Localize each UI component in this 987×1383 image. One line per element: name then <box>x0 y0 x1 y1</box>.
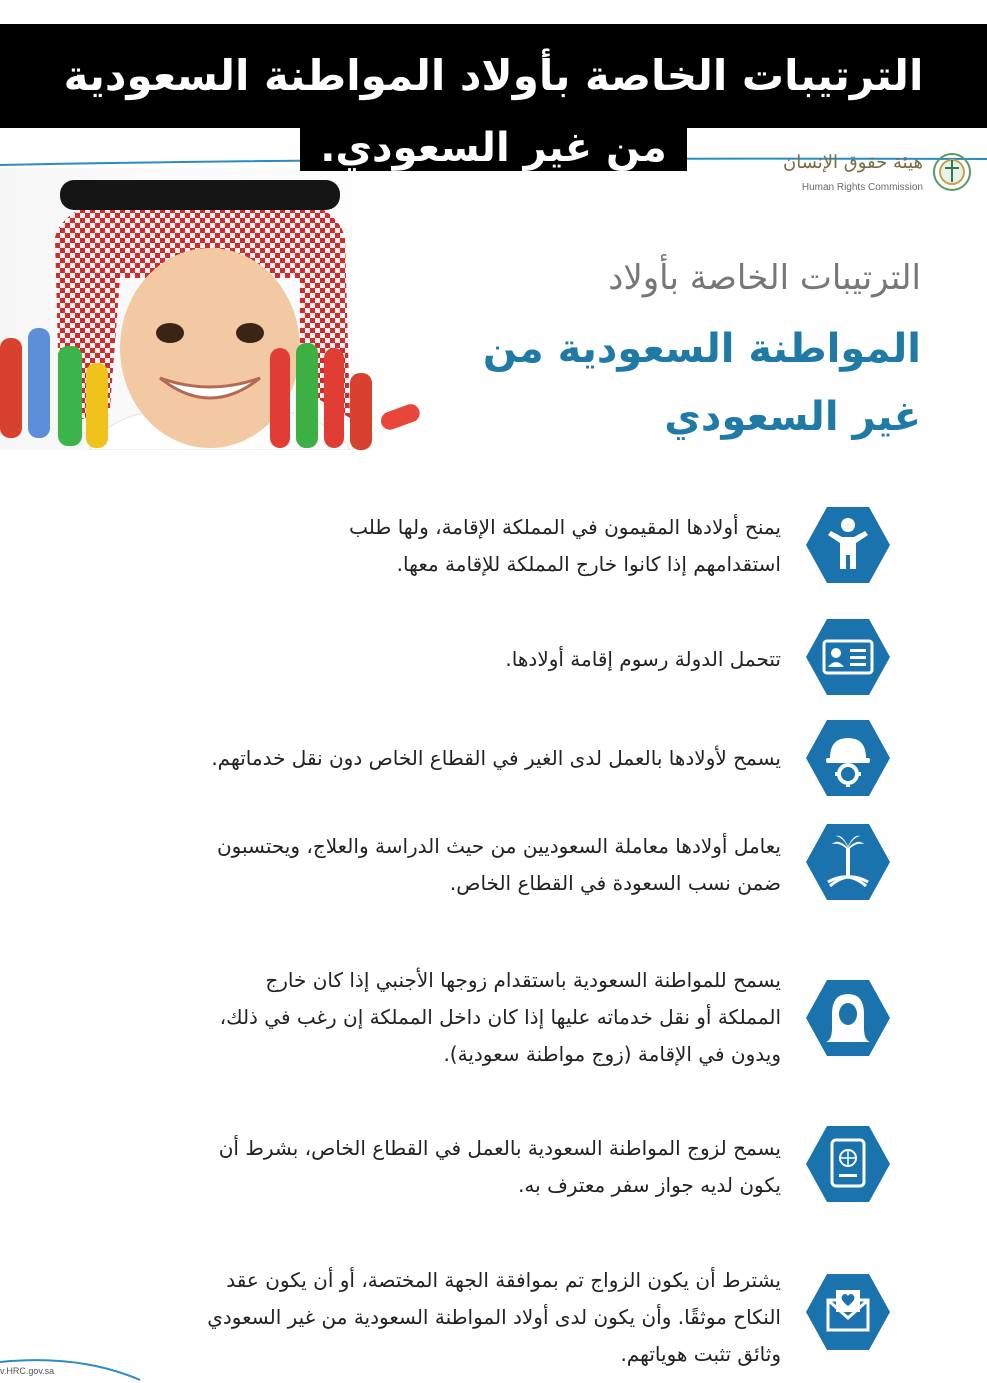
item-7-line-1: يشترط أن يكون الزواج تم بموافقة الجهة المختصة، أو أن يكون عقد <box>226 1268 781 1292</box>
id-card-icon <box>806 615 890 699</box>
item-1-line-2: استقدامهم إذا كانوا خارج المملكة للإقامة معها. <box>396 552 781 576</box>
item-5-text <box>89 962 781 1073</box>
item-4-line-1: يعامل أولادها معاملة السعوديين من حيث الدراسة والعلاج، ويحتسبون <box>216 834 781 858</box>
item-1-text <box>89 509 781 583</box>
item-7-line-3: وثائق تثبت هوياتهم. <box>620 1342 781 1366</box>
hrc-logo <box>773 146 973 208</box>
item-5-line-2: المملكة أو نقل خدماته عليها إذا كان داخل المملكة إن رغب في ذلك، <box>219 1005 781 1029</box>
item-4-text <box>89 828 781 902</box>
woman-icon <box>806 976 890 1060</box>
item-7-line-2: النكاح موثقًا. وأن يكون لدى أولاد المواطنة السعودية من غير السعودي <box>207 1305 781 1329</box>
item-6-line-1: يسمح لزوج المواطنة السعودية بالعمل في القطاع الخاص، بشرط أن <box>218 1136 781 1160</box>
heading-line-3: غير السعودي <box>664 394 921 440</box>
overlay-title-line-1: الترتيبات الخاصة بأولاد المواطنة السعودية <box>0 24 987 128</box>
item-2-line-1: تتحمل الدولة رسوم إقامة أولادها. <box>505 647 781 671</box>
logo-english-text: Human Rights Commission <box>801 182 923 193</box>
item-4-line-2: ضمن نسب السعودة في القطاع الخاص. <box>449 871 781 895</box>
item-2-text <box>89 641 781 678</box>
hero-child-photo <box>0 168 440 450</box>
item-6-line-2: يكون لديه جواز سفر معترف به. <box>518 1173 781 1197</box>
item-3-line-1: يسمح لأولادها بالعمل لدى الغير في القطاع الخاص دون نقل خدماتهم. <box>211 746 781 770</box>
footer-url: v.HRC.gov.sa <box>0 1366 55 1376</box>
saudi-emblem-icon <box>931 148 973 200</box>
overlay-title-line-2: من غير السعودي. <box>300 125 687 171</box>
footer-curve <box>0 1340 987 1383</box>
hardhat-gear-icon <box>806 716 890 800</box>
heading-line-1: الترتيبات الخاصة بأولاد <box>608 258 921 298</box>
logo-arabic-text: هيئة حقوق الإنسان <box>783 152 923 173</box>
heading-line-2: المواطنة السعودية من <box>482 326 921 372</box>
passport-icon <box>806 1122 890 1206</box>
item-6-text <box>89 1130 781 1204</box>
item-5-line-3: ويدون في الإقامة (زوج مواطنة سعودية). <box>443 1042 781 1066</box>
child-icon <box>806 503 890 587</box>
item-3-text <box>89 740 781 777</box>
item-5-line-1: يسمح للمواطنة السعودية باستقدام زوجها الأجنبي إذا كان خارج <box>265 968 781 992</box>
palm-swords-icon <box>806 820 890 904</box>
item-1-line-1: يمنح أولادها المقيمون في المملكة الإقامة، ولها طلب <box>349 515 781 539</box>
